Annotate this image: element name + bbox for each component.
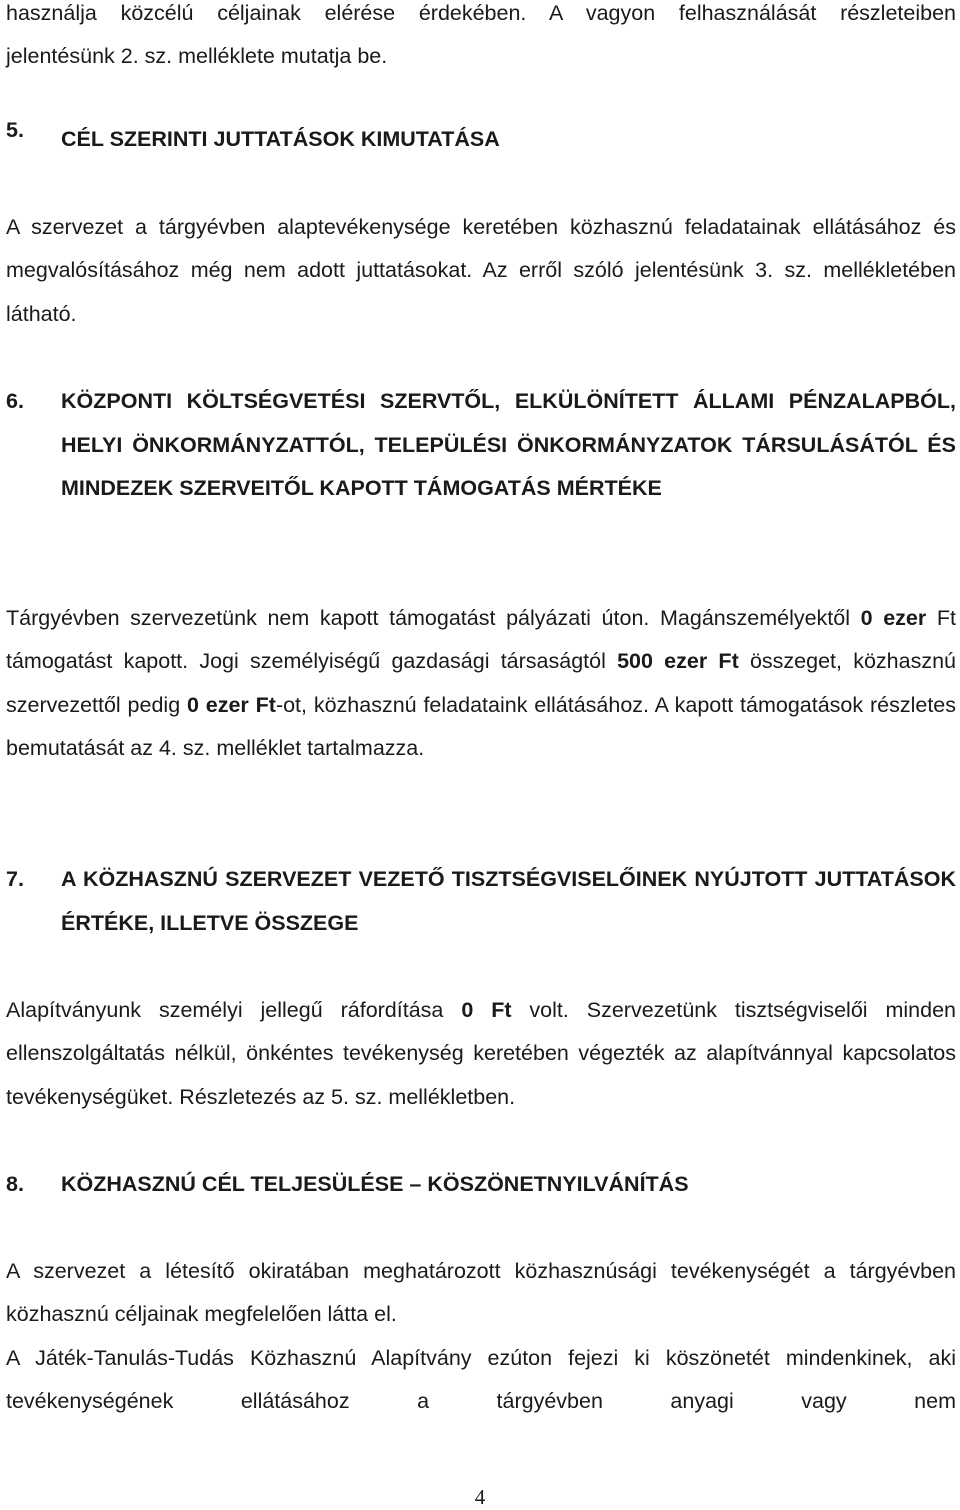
- section-5-number: 5.: [6, 118, 24, 142]
- section-6-amount-org: 0 ezer Ft: [186, 692, 276, 717]
- section-6-body-part1: Tárgyévben szervezetünk nem kapott támogatást pályázati úton. Magánszemélyektől: [6, 606, 861, 630]
- section-5-heading: [0, 118, 960, 162]
- section-6-amount-private: 0 ezer: [860, 606, 927, 630]
- section-6-body: [6, 597, 956, 771]
- section-5-title: CÉL SZERINTI JUTTATÁSOK KIMUTATÁSA: [61, 127, 500, 151]
- section-5-body: A szervezet a tárgyévben alaptevékenysége keretében közhasznú feladatainak ellátásához és megvalósításához még nem adott juttatásokat. Az erről szóló jelentésünk 3. sz. mellékletében látható.: [6, 215, 956, 326]
- intro-line-1: használja közcélú céljainak elérése érdekében. A vagyon felhasználását részleteiben: [6, 1, 956, 25]
- section-6-body-part3: összeget, közhasznú szervezettől pedig: [6, 649, 956, 717]
- intro-paragraph: [6, 0, 956, 79]
- section-6-number: 6.: [6, 389, 24, 413]
- section-6-body-part4: -ot, közhasznú feladataink ellátásához. A kapott támogatások részletes bemutatását az 4. sz. melléklet tartalmazza.: [6, 692, 957, 761]
- section-8-body-1: A szervezet a létesítő okiratában meghatározott közhasznúsági tevékenységét a tárgyévben közhasznú céljainak megfelelően látta el.: [6, 1259, 956, 1327]
- section-7-title: A KÖZHASZNÚ SZERVEZET VEZETŐ TISZTSÉGVISELŐINEK NYÚJTOTT JUTTATÁSOK ÉRTÉKE, ILLETVE ÖSSZEGE: [61, 867, 956, 935]
- section-8-title: KÖZHASZNÚ CÉL TELJESÜLÉSE – KÖSZÖNETNYILVÁNÍTÁS: [61, 1172, 689, 1196]
- section-7-number: 7.: [6, 867, 24, 891]
- section-7-body-part2: volt. Szervezetünk tisztségviselői minden ellenszolgáltatás nélkül, önkéntes tevékenység keretében végezték az alapítvánnyal kapcsolatos tevékenységüket. Részletezés az 5. sz. mellékletben.: [6, 998, 957, 1109]
- section-7-amount: 0 Ft: [461, 998, 512, 1022]
- intro-line-2: jelentésünk 2. sz. melléklete mutatja be.: [6, 44, 388, 69]
- section-8-body-2: A Játék-Tanulás-Tudás Közhasznú Alapítvány ezúton fejezi ki köszönetét mindenkinek, aki tevékenységének ellátásához a tárgyévben anyagi vagy nem: [6, 1346, 956, 1414]
- section-6-body-part2: Ft támogatást kapott. Jogi személyiségű gazdasági társaságtól: [6, 606, 956, 674]
- section-6-amount-company: 500 ezer Ft: [617, 649, 739, 674]
- section-6-title: KÖZPONTI KÖLTSÉGVETÉSI SZERVTŐL, ELKÜLÖNÍTETT ÁLLAMI PÉNZALAPBÓL, HELYI ÖNKORMÁNYZATTÓL, TELEPÜLÉSI ÖNKORMÁNYZATOK TÁRSULÁSÁTÓL ÉS MINDEZEK SZERVEITŐL KAPOTT TÁMOGATÁS MÉRTÉKE: [61, 389, 956, 500]
- section-8-number: 8.: [6, 1172, 24, 1196]
- page-number: 4: [474, 1485, 486, 1509]
- section-7-body-part1: Alapítványunk személyi jellegű ráfordítása: [6, 998, 462, 1022]
- section-7-body: [6, 989, 956, 1119]
